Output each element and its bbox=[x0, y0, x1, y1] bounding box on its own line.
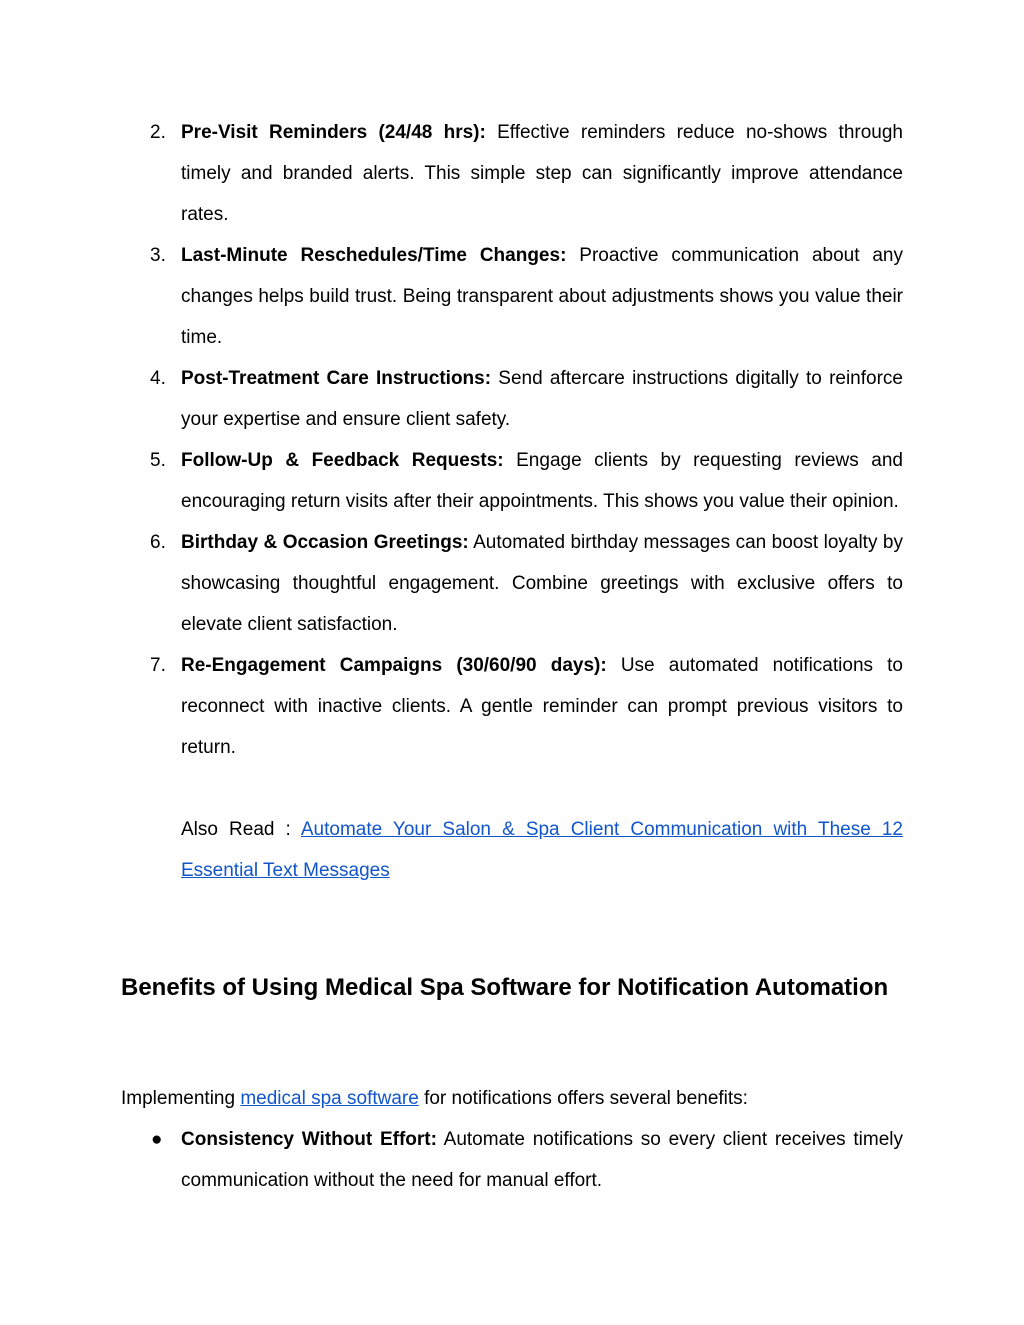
list-number: 3. bbox=[150, 245, 166, 266]
section-heading: Benefits of Using Medical Spa Software for Notification Automation bbox=[121, 974, 889, 1001]
also-read-item bbox=[0, 809, 1024, 891]
list-item-text bbox=[181, 358, 903, 440]
list-item-text bbox=[181, 235, 903, 358]
list-item-text bbox=[181, 645, 903, 768]
list-item-body: Use automated notifications to reconnect with inactive clients. A gentle reminder can prompt previous visitors to return. bbox=[181, 655, 903, 758]
list-number: 7. bbox=[150, 655, 166, 676]
list-item-body: Proactive communication about any changes helps build trust. Being transparent about adjustments shows you value their time. bbox=[181, 245, 904, 348]
list-item-title: Follow-Up & Feedback Requests: bbox=[181, 450, 504, 471]
list-item bbox=[0, 440, 1024, 522]
list-item-text bbox=[181, 440, 903, 522]
list-number: 6. bbox=[150, 532, 166, 553]
list-item-text bbox=[181, 112, 903, 235]
list-item bbox=[0, 645, 1024, 768]
bullet-item-body: Automate notifications so every client receives timely communication without the need for manual effort. bbox=[181, 1129, 903, 1191]
list-item-title: Birthday & Occasion Greetings: bbox=[181, 532, 469, 553]
bullet-item bbox=[0, 1119, 1024, 1201]
also-read-link[interactable]: Automate Your Salon & Spa Client Communication with These 12 Essential Text Messages bbox=[181, 819, 903, 881]
list-item-body: Effective reminders reduce no-shows through timely and branded alerts. This simple step can significantly improve attendance rates. bbox=[181, 122, 903, 225]
list-item bbox=[0, 522, 1024, 645]
bullet-list bbox=[0, 1119, 1024, 1201]
medical-spa-software-link[interactable]: medical spa software bbox=[240, 1088, 419, 1109]
list-item-title: Re-Engagement Campaigns (30/60/90 days): bbox=[181, 655, 607, 676]
numbered-list bbox=[0, 112, 1024, 891]
list-item-body: Send aftercare instructions digitally to reinforce your expertise and ensure client safety. bbox=[181, 368, 903, 430]
bullet-item-title: Consistency Without Effort: bbox=[181, 1129, 437, 1150]
list-number: 4. bbox=[150, 368, 166, 389]
list-item bbox=[0, 112, 1024, 235]
list-item-text bbox=[181, 522, 903, 645]
list-number: 2. bbox=[150, 122, 166, 143]
list-item-body: Automated birthday messages can boost loyalty by showcasing thoughtful engagement. Combine greetings with exclusive offers to elevate client satisfaction. bbox=[181, 532, 903, 635]
bullet-item-text bbox=[181, 1119, 903, 1201]
list-item-title: Post-Treatment Care Instructions: bbox=[181, 368, 492, 389]
list-item-title: Last-Minute Reschedules/Time Changes: bbox=[181, 245, 567, 266]
also-read-paragraph bbox=[181, 809, 903, 891]
list-item-title: Pre-Visit Reminders (24/48 hrs): bbox=[181, 122, 486, 143]
bullet-icon: ● bbox=[151, 1129, 163, 1150]
intro-paragraph bbox=[121, 1078, 903, 1119]
also-read-prefix: Also Read : bbox=[181, 819, 301, 840]
intro-text-before: Implementing bbox=[121, 1088, 241, 1109]
spacer bbox=[0, 768, 1024, 809]
list-item bbox=[0, 358, 1024, 440]
intro-text-after: for notifications offers several benefits: bbox=[418, 1088, 748, 1109]
list-number: 5. bbox=[150, 450, 166, 471]
list-item bbox=[0, 235, 1024, 358]
blank-line bbox=[0, 768, 1024, 809]
list-item-body: Engage clients by requesting reviews and encouraging return visits after their appointments. This shows you value their opinion. bbox=[181, 450, 904, 512]
